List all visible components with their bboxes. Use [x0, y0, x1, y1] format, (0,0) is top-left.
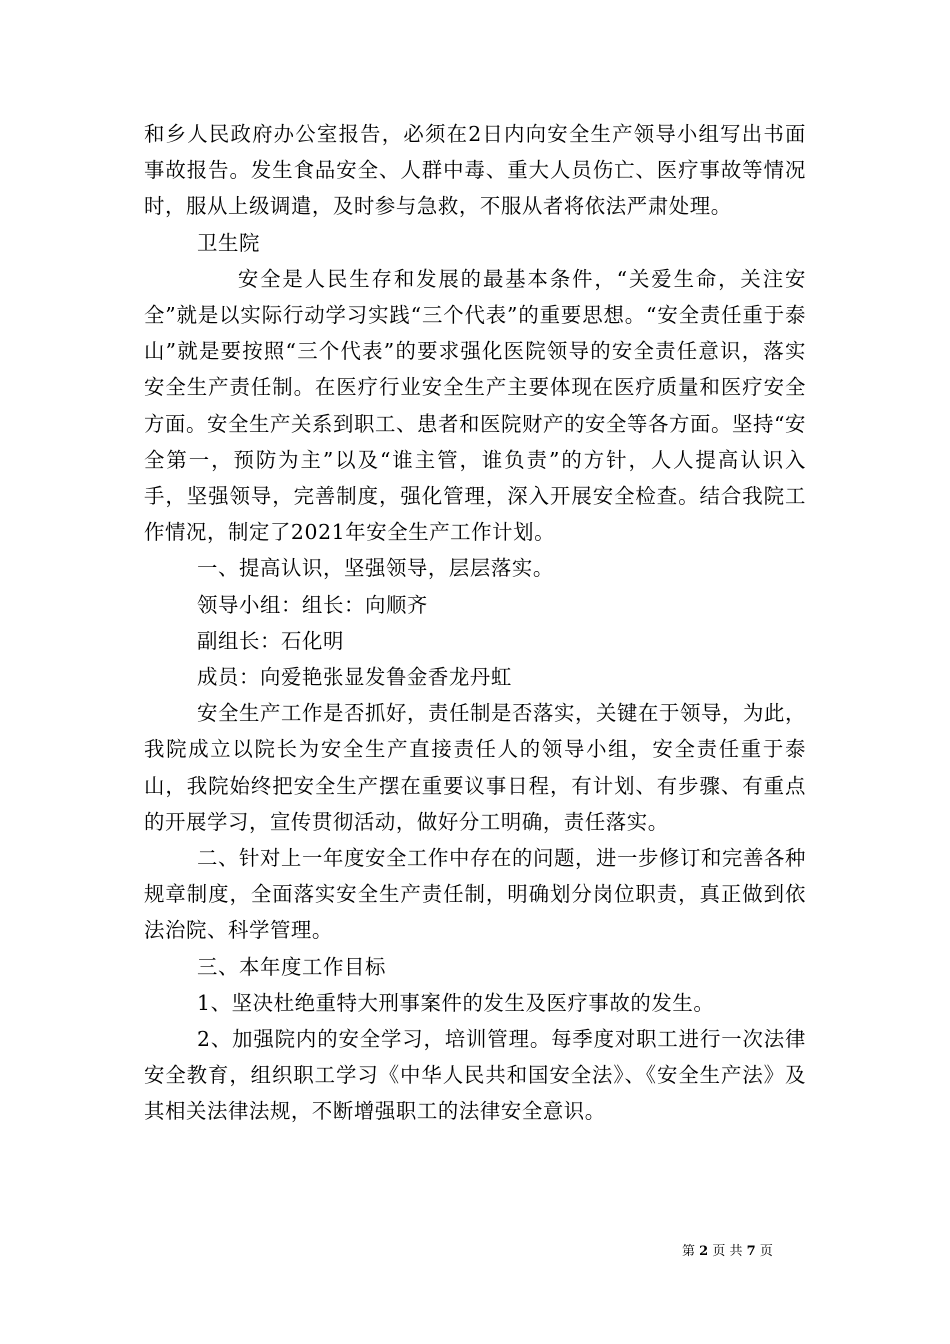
section-heading-one: 一、提高认识，坚强领导，层层落实。 — [197, 556, 554, 581]
footer-prefix: 第 — [682, 1244, 696, 1259]
goal-item-2: 2、加强院内的安全学习，培训管理。每季度对职工进行一次法律安全教育，组织职工学习《中华人民共和国安全法》、《安全生产法》及其相关法律法规，不断增强职工的法律安全意识。 — [144, 1027, 806, 1124]
leadership-group-members: 成员：向爱艳张显发鲁金香龙丹虹 — [197, 665, 512, 690]
section-heading-health-center: 卫生院 — [197, 230, 261, 255]
goal-item-1: 1、坚决杜绝重特大刑事案件的发生及医疗事故的发生。 — [197, 990, 715, 1015]
page-number-footer — [682, 1244, 773, 1260]
footer-suffix: 页 — [759, 1244, 773, 1259]
footer-middle: 页 共 — [712, 1244, 743, 1259]
section-heading-three: 三、本年度工作目标 — [197, 954, 386, 979]
paragraph-responsibility: 安全生产工作是否抓好，责任制是否落实，关键在于领导，为此，我院成立以院长为安全生产直接责任人的领导小组，安全责任重于泰山，我院始终把安全生产摆在重要议事日程，有计划、有步骤、有重点的开展学习，宣传贯彻活动，做好分工明确，责任落实。 — [144, 701, 806, 834]
paragraph-safety-intro: 安全是人民生存和发展的最基本条件，“关爱生命，关注安全”就是以实际行动学习实践“三个代表”的重要思想。“安全责任重于泰山”就是要按照“三个代表”的要求强化医院领导的安全责任意识，落实安全生产责任制。在医疗行业安全生产主要体现在医疗质量和医疗安全方面。安全生产关系到职工、患者和医院财产的安全等各方面。坚持“安全第一，预防为主”以及“谁主管，谁负责”的方针，人人提高认识入手，坚强领导，完善制度，强化管理，深入开展安全检查。结合我院工作情况，制定了2021年安全生产工作计划。 — [144, 266, 806, 545]
leadership-group-head: 领导小组：组长：向顺齐 — [197, 592, 428, 617]
section-heading-two: 二、针对上一年度安全工作中存在的问题，进一步修订和完善各种规章制度，全面落实安全生产责任制，明确划分岗位职责，真正做到依法治院、科学管理。 — [144, 846, 806, 943]
paragraph-report-continuation: 和乡人民政府办公室报告，必须在2日内向安全生产领导小组写出书面事故报告。发生食品安全、人群中毒、重大人员伤亡、医疗事故等情况时，服从上级调遣，及时参与急救，不服从者将依法严肃处理。 — [144, 122, 806, 219]
footer-current-page: 2 — [699, 1244, 709, 1259]
leadership-group-deputy: 副组长：石化明 — [197, 628, 344, 653]
document-body — [144, 116, 806, 1130]
footer-total-pages: 7 — [746, 1244, 756, 1259]
